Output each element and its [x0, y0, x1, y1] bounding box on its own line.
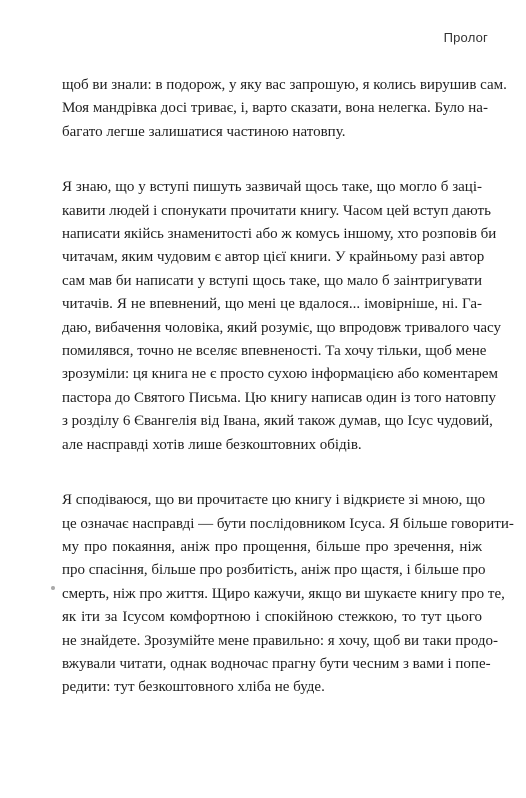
- text-line: кавити людей і спонукати прочитати книгу. Часом цей вступ дають: [62, 202, 491, 219]
- text-line: Я сподіваюся, що ви прочитаєте цю книгу і відкриєте зі мною, що: [62, 492, 486, 509]
- running-header: Пролог: [443, 30, 488, 45]
- text-line: написати якійсь знаменитості або ж комусь іншому, хто розповів би: [62, 226, 497, 243]
- text-line: читачам, яким чудовим є автор цієї книги. У крайньому разі автор: [62, 249, 485, 266]
- text-line: зрозуміли: ця книга не є просто сухою інформацією або коментарем: [62, 366, 498, 383]
- text-line: смерть, ніж про життя. Щиро кажучи, якщо ви шукаєте книгу про те,: [62, 585, 505, 602]
- paragraph-3: [62, 489, 514, 700]
- text-line: вжували читати, однак водночас прагну бути чесним з вами і попе-: [62, 655, 491, 672]
- text-line: не знайдете. Зрозумійте мене правильно: я хочу, щоб ви таки продо-: [62, 632, 499, 649]
- text-line: читачів. Я не впевнений, що мені це вдалося... імовірніше, ні. Га-: [62, 296, 482, 313]
- paragraph-2: [62, 176, 501, 457]
- text-line: помилявся, точно не вселяє впевненості. Та хочу тільки, щоб мене: [62, 343, 487, 360]
- text-line: це означає насправді — бути послідовником Ісуса. Я більше говорити-: [62, 515, 514, 532]
- page-body: [62, 74, 514, 700]
- text-line: му про покаяння, аніж про прощення, більше про зречення, ніж: [62, 538, 482, 555]
- text-line: щоб ви знали: в подорож, у яку вас запрошую, я колись вирушив сам.: [62, 77, 507, 93]
- margin-mark: [51, 586, 55, 590]
- text-line: Я знаю, що у вступі пишуть зазвичай щось таке, що могло б заці-: [62, 179, 482, 196]
- text-line: як іти за Ісусом комфортною і спокійною стежкою, то тут цього: [62, 609, 482, 626]
- text-line: Моя мандрівка досі триває, і, варто сказати, вона нелегка. Було на-: [62, 100, 488, 117]
- text-line: пастора до Святого Письма. Цю книгу написав один із того натовпу: [62, 389, 496, 406]
- paragraph-gap: [62, 144, 482, 176]
- text-line: редити: тут безкоштовного хліба не буде.: [62, 679, 325, 696]
- paragraph-1: [62, 74, 507, 144]
- text-line: про спасіння, більше про розбитість, аніж про щастя, і більше про: [62, 562, 486, 579]
- text-line: даю, вибачення чоловіка, який розуміє, що впродовж тривалого часу: [62, 319, 501, 336]
- text-line: сам мав би написати у вступі щось таке, що мало б заінтригувати: [62, 272, 482, 289]
- paragraph-gap: [62, 457, 482, 489]
- text-line: багато легше залишатися частиною натовпу.: [62, 123, 346, 140]
- text-line: з розділу 6 Євангелія від Івана, який також думав, що Ісус чудовий,: [62, 413, 493, 430]
- text-line: але насправді хотів лише безкоштовних обідів.: [62, 436, 362, 453]
